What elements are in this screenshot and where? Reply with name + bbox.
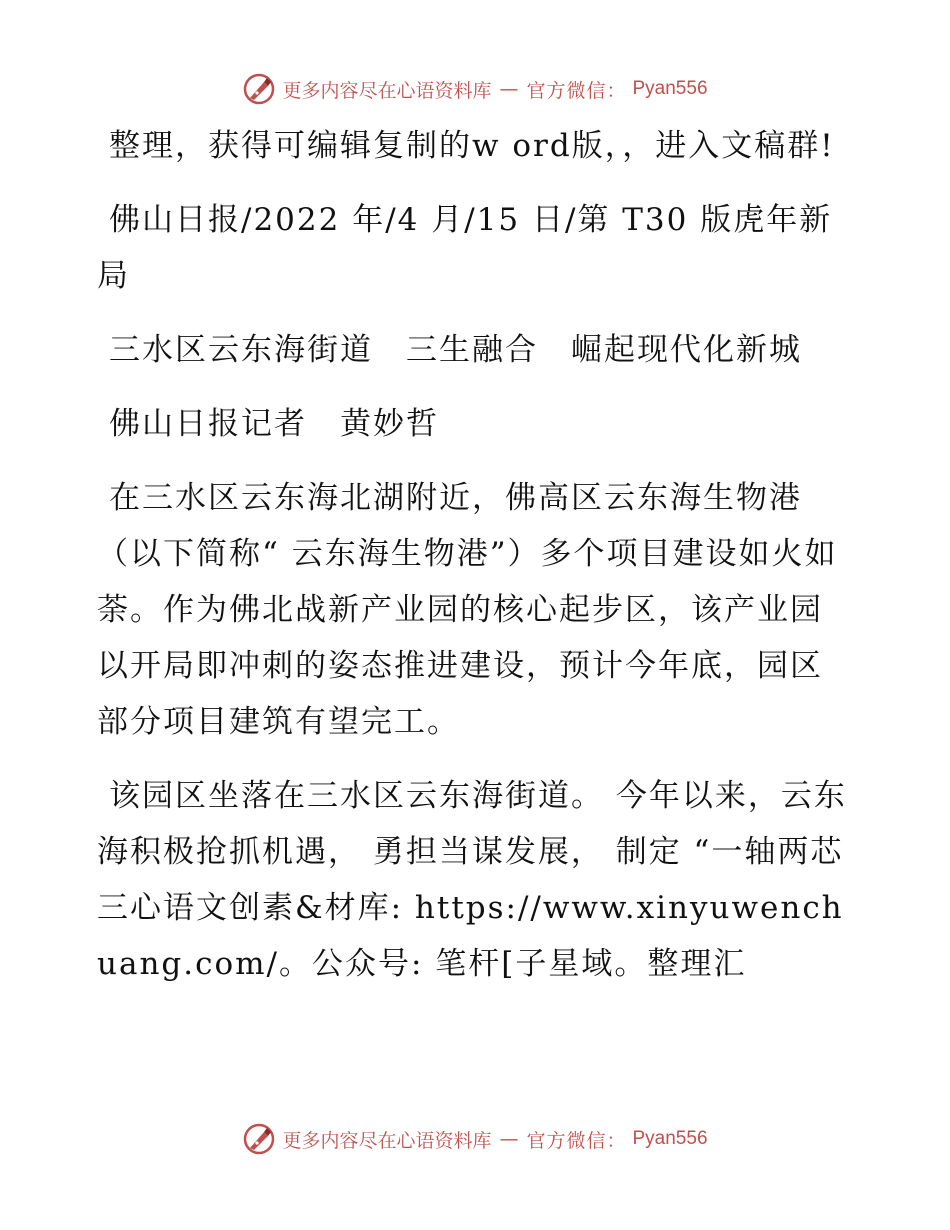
pen-nib-circle-icon (242, 72, 276, 106)
paragraph-body-2: 该园区坐落在三水区云东海街道。 今年以来，云东海积极抢抓机遇， 勇担当谋发展， 制定 “一轴两芯三心语文创素&材库: https://www.xinyuwenchuang.com/。公众号: 笔杆[子星域。整理汇 (97, 778, 847, 982)
banner-separator: — (499, 1128, 519, 1150)
banner-wechat-id: Pyan556 (632, 1128, 708, 1149)
paragraph-body-1: 在三水区云东海北湖附近，佛高区云东海生物港（以下简称“ 云东海生物港”）多个项目建设如火如荼。作为佛北战新产业园的核心起步区，该产业园以开局即冲刺的姿态推进建设，预计今年底，园区部分项目建筑有望完工。 (97, 480, 838, 740)
banner-site-text: 更多内容尽在心语资料库 (282, 79, 492, 102)
paragraph-source: 佛山日报/2022 年/4 月/15 日/第 T30 版虎年新局 (97, 202, 833, 294)
banner-separator: — (499, 78, 519, 100)
header-banner (0, 72, 950, 106)
pen-nib-circle-icon (242, 1122, 276, 1156)
article-byline: 佛山日报记者 黄妙哲 (109, 406, 439, 442)
article-title: 三水区云东海街道 三生融合 崛起现代化新城 (109, 332, 802, 368)
banner-wechat-label: 官方微信： (526, 79, 627, 102)
banner-wechat-label: 官方微信： (526, 1129, 627, 1152)
banner-site-text: 更多内容尽在心语资料库 (282, 1129, 492, 1152)
banner-wechat-id: Pyan556 (632, 78, 708, 99)
paragraph-intro: 整理，获得可编辑复制的w ord版，，进入文稿群! (109, 128, 835, 164)
footer-banner (0, 1122, 950, 1156)
document-body (97, 118, 853, 1010)
